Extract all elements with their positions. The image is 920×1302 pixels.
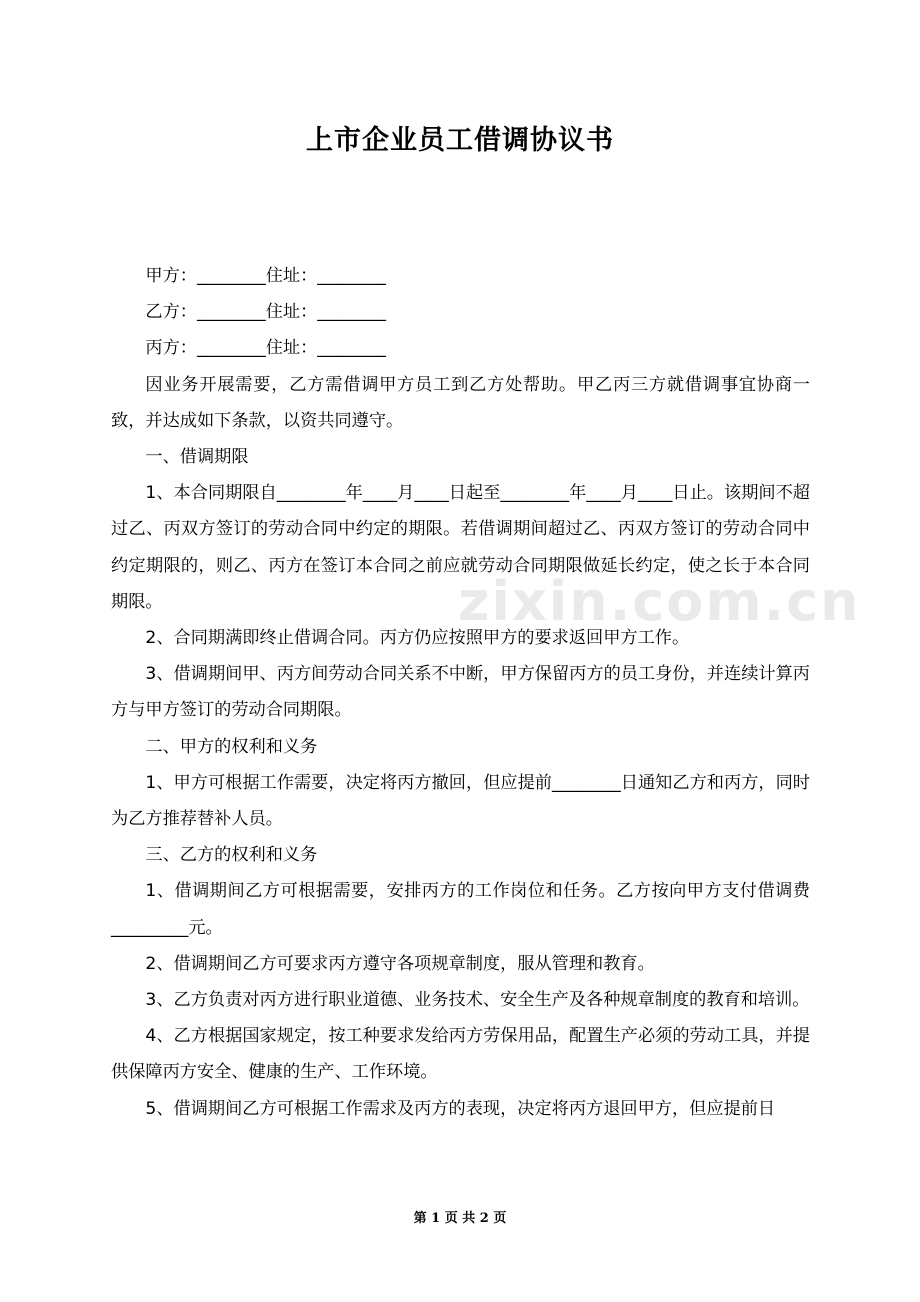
- section-heading-3: 三、乙方的权利和义务: [145, 845, 318, 866]
- clause-3-1: 1、借调期间乙方可根据需要，安排丙方的工作岗位和任务。乙方按向甲方支付借调费_________元。: [111, 881, 810, 938]
- clause-1-3: 3、借调期间甲、丙方间劳动合同关系不中断，甲方保留丙方的员工身份，并连续计算丙方与甲方签订的劳动合同期限。: [111, 664, 810, 721]
- clause-2-1: 1、甲方可根据工作需要，决定将丙方撤回，但应提前________日通知乙方和丙方，同时为乙方推荐替补人员。: [111, 772, 810, 830]
- party-c-line: 丙方：________住址：________: [145, 338, 387, 359]
- party-b-line: 乙方：________住址：________: [145, 302, 387, 323]
- preamble-paragraph: 因业务开展需要，乙方需借调甲方员工到乙方处帮助。甲乙丙三方就借调事宜协商一致，并达成如下条款，以资共同遵守。: [111, 374, 810, 431]
- clause-3-2: 2、借调期间乙方可要求丙方遵守各项规章制度，服从管理和教育。: [145, 953, 655, 974]
- page-footer: 第 1 页 共 2 页: [413, 1211, 507, 1226]
- document-title: 上市企业员工借调协议书: [306, 125, 614, 156]
- party-a-line: 甲方：________住址：________: [145, 266, 387, 286]
- document-body: [111, 258, 810, 1127]
- clause-3-3: 3、乙方负责对丙方进行职业道德、业务技术、安全生产及各种规章制度的教育和培训。: [145, 990, 810, 1011]
- section-heading-1: 一、借调期限: [145, 447, 249, 468]
- clause-1-2: 2、合同期满即终止借调合同。丙方仍应按照甲方的要求返回甲方工作。: [145, 628, 690, 649]
- clause-3-5: 5、借调期间乙方可根据工作需求及丙方的表现，决定将丙方退回甲方，但应提前日: [145, 1098, 776, 1119]
- watermark: zixin.com.cn: [458, 570, 861, 633]
- clause-1-1: 1、本合同期限自________年____月____日起至________年____月____日止。该期间不超过乙、丙双方签订的劳动合同中约定的期限。若借调期间超过乙、丙双方签订的劳动合同中约定期限的，则乙、丙方在签订本合同之前应就劳动合同期限做延长约定，使之长于本合同期限。: [111, 483, 810, 612]
- section-heading-2: 二、甲方的权利和义务: [145, 736, 318, 757]
- clause-3-4: 4、乙方根据国家规定，按工种要求发给丙方劳保用品，配置生产必须的劳动工具，并提供保障丙方安全、健康的生产、工作环境。: [111, 1026, 810, 1083]
